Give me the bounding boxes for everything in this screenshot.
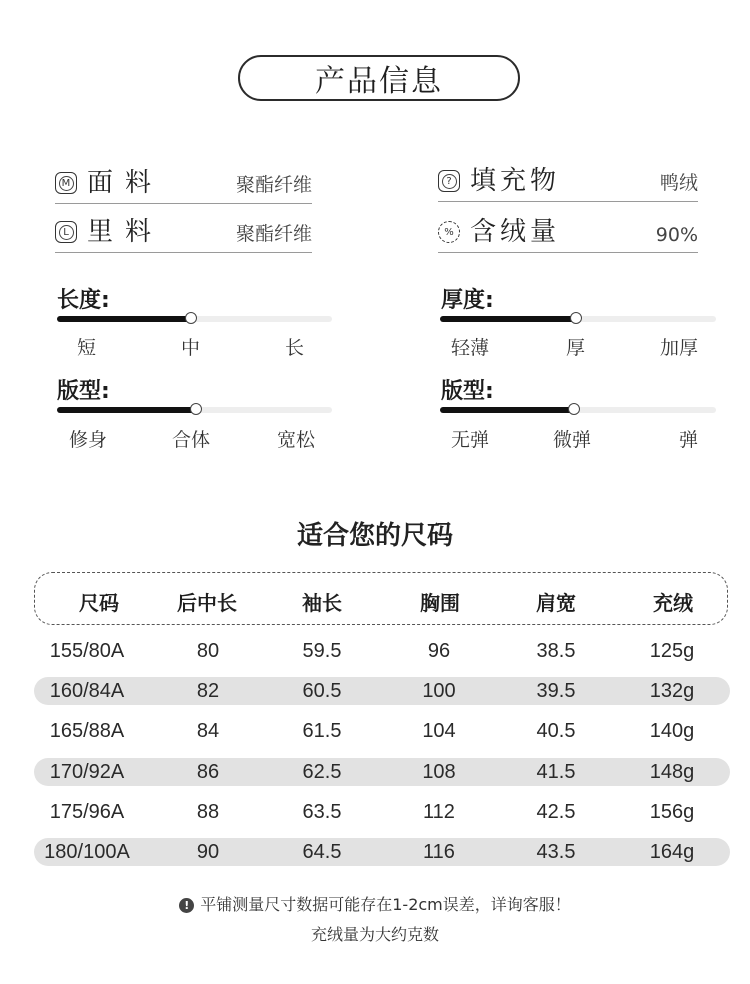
header-down-fill: 充绒 — [653, 591, 693, 615]
note-measurement-text: 平铺测量尺寸数据可能存在1-2cm误差，详询客服！ — [200, 895, 571, 914]
thickness-slider — [440, 316, 716, 322]
table-cell: 88 — [196, 801, 220, 823]
table-cell: 82 — [196, 680, 220, 702]
elastic-slider — [440, 407, 716, 413]
note-down-weight: 充绒量为大约克数 — [310, 925, 439, 944]
table-cell: 100 — [422, 680, 456, 702]
thickness-slider-fill — [440, 316, 576, 322]
table-row — [34, 717, 730, 745]
table-cell: 64.5 — [302, 841, 342, 863]
elastic-tick-slight: 微弹 — [553, 429, 592, 451]
header-chest: 胸围 — [420, 591, 460, 615]
elastic-title: 版型: — [441, 379, 494, 404]
fit-tick-slim: 修身 — [69, 429, 108, 451]
fit-tick-loose: 宽松 — [277, 429, 316, 451]
down-content-label: 含绒量 — [470, 217, 561, 247]
table-cell: 38.5 — [536, 640, 576, 662]
fabric-row — [55, 160, 312, 204]
header-shoulder: 肩宽 — [536, 591, 576, 615]
table-cell: 148g — [649, 761, 695, 783]
filling-label: 填充物 — [470, 166, 561, 196]
table-cell: 156g — [649, 801, 695, 823]
fit-slider-fill — [57, 407, 196, 413]
table-cell: 180/100A — [44, 841, 130, 863]
header-sleeve: 袖长 — [302, 591, 342, 615]
percent-dial-icon: % — [438, 221, 460, 243]
table-cell: 112 — [423, 801, 455, 823]
lining-l-icon: L — [55, 221, 77, 243]
table-row — [34, 838, 730, 866]
table-cell: 175/96A — [49, 801, 125, 823]
fabric-value: 聚酯纤维 — [235, 174, 312, 196]
length-slider-knob — [185, 312, 197, 324]
down-content-value: 90% — [655, 224, 698, 246]
table-cell: 61.5 — [302, 720, 342, 742]
thickness-slider-knob — [570, 312, 582, 324]
lining-value: 聚酯纤维 — [235, 223, 312, 245]
elastic-tick-none: 无弹 — [451, 429, 490, 451]
header-back-length: 后中长 — [177, 591, 237, 615]
length-slider — [57, 316, 332, 322]
thickness-title: 厚度: — [441, 288, 494, 313]
lining-label: 里料 — [87, 217, 164, 247]
table-cell: 155/80A — [49, 640, 125, 662]
length-slider-fill — [57, 316, 191, 322]
table-cell: 125g — [649, 640, 695, 662]
page-title: 产品信息 — [238, 55, 520, 101]
table-row — [34, 758, 730, 786]
lining-row — [55, 209, 312, 253]
length-title: 长度: — [57, 288, 110, 313]
fit-tick-regular: 合体 — [172, 429, 211, 451]
table-cell: 160/84A — [49, 680, 125, 702]
elastic-tick-stretch: 弹 — [679, 429, 699, 451]
table-cell: 96 — [427, 640, 451, 662]
table-cell: 108 — [422, 761, 456, 783]
fabric-label: 面料 — [87, 168, 164, 198]
table-cell: 165/88A — [49, 720, 125, 742]
size-table-title: 适合您的尺码 — [296, 521, 453, 551]
table-cell: 39.5 — [536, 680, 576, 702]
filling-value: 鸭绒 — [659, 172, 698, 194]
table-cell: 164g — [649, 841, 695, 863]
filling-row — [438, 158, 698, 202]
table-cell: 42.5 — [536, 801, 576, 823]
fit-slider — [57, 407, 332, 413]
table-cell: 170/92A — [49, 761, 125, 783]
table-cell: 62.5 — [302, 761, 342, 783]
table-cell: 40.5 — [536, 720, 576, 742]
table-cell: 86 — [196, 761, 220, 783]
length-tick-short: 短 — [77, 337, 97, 359]
table-cell: 41.5 — [536, 761, 576, 783]
thickness-tick-extra: 加厚 — [660, 337, 699, 359]
table-row — [34, 798, 730, 826]
thickness-tick-thin: 轻薄 — [451, 337, 490, 359]
fit-slider-knob — [190, 403, 202, 415]
size-table-header — [34, 572, 728, 625]
down-content-row — [438, 209, 698, 253]
length-tick-long: 长 — [285, 337, 305, 359]
note-measurement — [0, 892, 750, 915]
filling-question-icon: ? — [438, 170, 460, 192]
elastic-slider-knob — [568, 403, 580, 415]
elastic-slider-fill — [440, 407, 574, 413]
table-cell: 132g — [649, 680, 695, 702]
fit-title: 版型: — [57, 379, 110, 404]
table-row — [34, 637, 730, 665]
table-cell: 90 — [196, 841, 220, 863]
table-cell: 116 — [423, 841, 455, 863]
table-row — [34, 677, 730, 705]
table-cell: 104 — [422, 720, 456, 742]
length-tick-mid: 中 — [181, 337, 201, 359]
table-cell: 140g — [649, 720, 695, 742]
table-cell: 84 — [196, 720, 220, 742]
table-cell: 59.5 — [302, 640, 342, 662]
table-cell: 43.5 — [536, 841, 576, 863]
thickness-tick-thick: 厚 — [566, 337, 586, 359]
fabric-m-icon: M — [55, 172, 77, 194]
table-cell: 80 — [196, 640, 220, 662]
header-size: 尺码 — [79, 591, 119, 615]
warning-icon: ! — [179, 898, 194, 913]
table-cell: 63.5 — [302, 801, 342, 823]
table-cell: 60.5 — [302, 680, 342, 702]
